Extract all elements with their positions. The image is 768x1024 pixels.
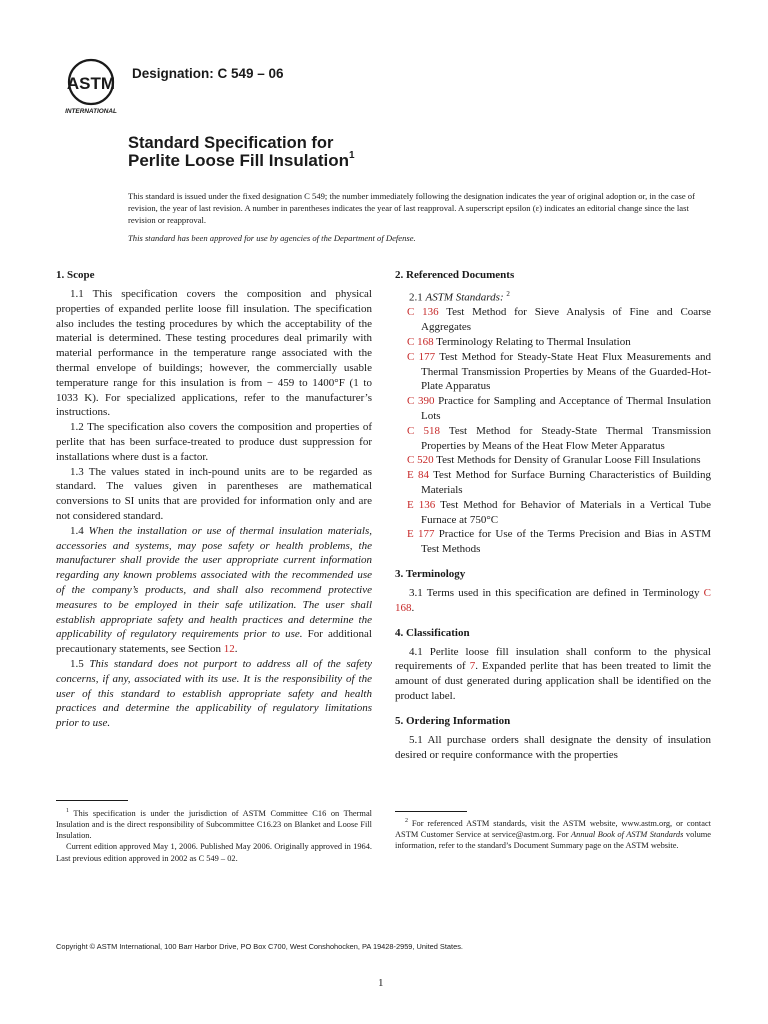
- title-line-2: [128, 151, 355, 171]
- reference-code-link[interactable]: C 520: [407, 454, 434, 467]
- reference-code-link[interactable]: C 168: [407, 336, 434, 349]
- spacer: [395, 616, 711, 626]
- para-3-1-end: .: [411, 601, 415, 614]
- para-3-1-text: 3.1 Terms used in this specification are defined in Terminology: [409, 587, 700, 599]
- logo-text: ASTM: [66, 74, 116, 93]
- reference-item: [407, 468, 711, 498]
- designation: Designation: C 549 – 06: [132, 66, 284, 81]
- reference-title: Test Method for Surface Burning Characteristics of Building Materials: [421, 469, 711, 497]
- astm-logo: [58, 56, 124, 116]
- reference-code-link[interactable]: C 390: [407, 395, 435, 408]
- reference-title: Test Methods for Density of Granular Loose Fill Insulations: [436, 454, 701, 467]
- reference-title: Test Method for Steady-State Heat Flux Measurements and Thermal Transmission Properties by Means of the Guarded-Hot-Plate Apparatus: [421, 350, 711, 393]
- footnote-1-a: [56, 806, 372, 841]
- left-column: [56, 268, 372, 731]
- spacer: [395, 704, 711, 714]
- title-text: Perlite Loose Fill Insulation: [128, 151, 350, 170]
- title-line-1: Standard Specification for: [128, 134, 334, 152]
- ordering-heading: 5. Ordering Information: [395, 714, 511, 727]
- reference-code-link[interactable]: E 84: [407, 469, 430, 482]
- footnote-1: [56, 806, 372, 864]
- reference-item: [407, 350, 711, 394]
- footnote-2-text: [395, 816, 711, 851]
- reference-code-link[interactable]: C 518: [407, 424, 440, 437]
- para-1-5-num: 1.5: [70, 657, 84, 670]
- reference-item: [407, 424, 711, 454]
- section-link-7[interactable]: 7: [469, 660, 476, 673]
- reference-title: Terminology Relating to Thermal Insulation: [436, 336, 631, 349]
- reference-title: Test Method for Steady-State Thermal Transmission Properties by Means of the Heat Flow Meter Apparatus: [421, 424, 711, 452]
- c168-link[interactable]: C 168: [395, 587, 711, 614]
- para-1-4-italic: When the installation or use of thermal insulation materials, accessories and systems, may pose safety or health problems, the manufacturer shall provide the user appropriate current information regarding any known problems associated with the recommended use of the company’s products, and shall also recommend protective measures to be employed in their safe utilization. The user shall establish appropriate safety and health practices and determine the applicability of regulatory requirements prior to use.: [56, 524, 372, 641]
- footnote-1-text: This specification is under the jurisdiction of ASTM Committee C16 on Thermal Insulation and is the direct responsibility of Subcommittee C16.23 on Blanket and Loose Fill Insulation.: [56, 808, 372, 841]
- reference-item: [407, 394, 711, 424]
- reference-item: [407, 498, 711, 528]
- footnote-rule-left: [56, 800, 128, 801]
- footnote-2-a: For referenced ASTM standards, visit the ASTM website, www.astm.org, or contact ASTM Customer Service at service@astm.org. For: [395, 818, 711, 839]
- para-4-1-rest: . Expanded perlite that has been treated to limit the amount of dust generated during application shall be identified on the product label.: [395, 660, 712, 702]
- reference-code-link[interactable]: C 177: [407, 350, 436, 363]
- para-5-1: 5.1 All purchase orders shall designate the density of insulation desired or require conformance with the properties: [395, 733, 711, 761]
- reference-item: [407, 453, 711, 468]
- para-4-1: [395, 645, 711, 704]
- para-1-4-tail: For additional precautionary statements, see Section: [56, 628, 372, 656]
- para-1-5: [56, 657, 372, 731]
- spacer: [395, 557, 711, 567]
- footnote-2-mark: 2: [405, 818, 408, 824]
- reference-item: [407, 527, 711, 557]
- refdocs-heading: 2. Referenced Documents: [395, 269, 515, 281]
- footnote-1-b: Current edition approved May 1, 2006. Published May 2006. Originally approved in 1964. Last previous edition approved in 2002 as C 549 – 02.: [56, 842, 372, 863]
- astm-label-num: 2.1: [409, 291, 423, 304]
- page-number: 1: [378, 977, 384, 989]
- reference-code-link[interactable]: E 177: [407, 528, 435, 541]
- classification-heading: 4. Classification: [395, 626, 470, 639]
- footnote-rule-right: [395, 811, 467, 812]
- reference-title: Practice for Sampling and Acceptance of Thermal Insulation Lots: [421, 395, 711, 423]
- para-1-3: 1.3 The values stated in inch-pound units are to be regarded as standard. The values given in parentheses are mathematical conversions to SI units that are provided for information only and are not considered standard.: [56, 465, 372, 522]
- para-1-4-num: 1.4: [70, 524, 84, 537]
- reference-title: Test Method for Behavior of Materials in a Vertical Tube Furnace at 750°C: [421, 498, 711, 526]
- reference-item: [407, 335, 711, 350]
- reference-item: [407, 305, 711, 335]
- reference-code-link[interactable]: E 136: [407, 498, 436, 511]
- para-1-1: 1.1 This specification covers the composition and physical properties of expanded perlite loose fill insulation. The specification also includes the testing procedures by which the acceptability of the material is determined. These testing procedures deal primarily with material performance in the temperature range associated with the thermal envelope of buildings; however, the commercially usable temperature range for this insulation is from − 459 to 1400°F (1 to 1033 K). For specialized applications, refer to the manufacturer’s instructions.: [56, 288, 372, 419]
- para-1-4: 1.4 When the installation or use of thermal insulation materials, accessories and systems, may pose safety or health problems, the manufacturer shall provide the user appropriate current information regarding any known problems associated with the recommended use of the company’s products, and shall also recommend protective measures to be employed in their safe utilization. The user shall establish appropriate safety and health practices and determine the applicability of regulatory requirements prior to use. For additional precautionary statements, see Section 12.: [56, 524, 372, 656]
- right-column: [395, 268, 711, 762]
- reference-list: [395, 305, 711, 557]
- astm-label-italic: ASTM Standards:: [425, 291, 504, 304]
- para-4-1-text: 4.1 Perlite loose fill insulation shall conform to the physical requirements of: [395, 645, 711, 673]
- title-footnote-mark: 1: [349, 150, 355, 161]
- reference-title: Test Method for Sieve Analysis of Fine and Coarse Aggregates: [421, 306, 711, 334]
- footnote-2-italic: Annual Book of ASTM Standards: [571, 830, 684, 839]
- footnote-2-b: volume information, refer to the standard’s Document Summary page on the ASTM website.: [395, 830, 712, 851]
- reference-code-link[interactable]: C 136: [407, 306, 439, 319]
- standard-notice: This standard is issued under the fixed designation C 549; the number immediately following the designation indicates the year of original adoption or, in the case of revision, the year of last revision. A number in parentheses indicates the year of last reapproval. A superscript epsilon (ε) indicates an editorial change since the last revision or reapproval.: [128, 191, 695, 225]
- para-1-5-italic: This standard does not purport to address all of the safety concerns, if any, associated with its use. It is the responsibility of the user of this standard to establish appropriate safety and health practices and determine the applicability of regulatory limitations prior to use.: [56, 657, 373, 730]
- para-1-2: 1.2 The specification also covers the composition and properties of perlite that has been surface-treated to produce dust suppression for installations where dust is a factor.: [56, 421, 372, 463]
- copyright: Copyright © ASTM International, 100 Barr Harbor Drive, PO Box C700, West Conshohocken, PA 19428-2959, United States.: [56, 942, 463, 951]
- astm-footnote-mark: 2: [506, 290, 510, 298]
- footnote-2: [395, 816, 711, 851]
- logo-subtext: INTERNATIONAL: [65, 108, 117, 115]
- scope-heading: 1. Scope: [56, 269, 95, 281]
- para-3-1: [395, 586, 711, 616]
- reference-title: Practice for Use of the Terms Precision and Bias in ASTM Test Methods: [421, 528, 711, 556]
- astm-standards-label: [395, 287, 711, 305]
- dod-notice: This standard has been approved for use by agencies of the Department of Defense.: [128, 233, 416, 243]
- section-link-12[interactable]: 12: [223, 643, 235, 656]
- footnote-1-mark: 1: [66, 808, 69, 814]
- terminology-heading: 3. Terminology: [395, 568, 466, 580]
